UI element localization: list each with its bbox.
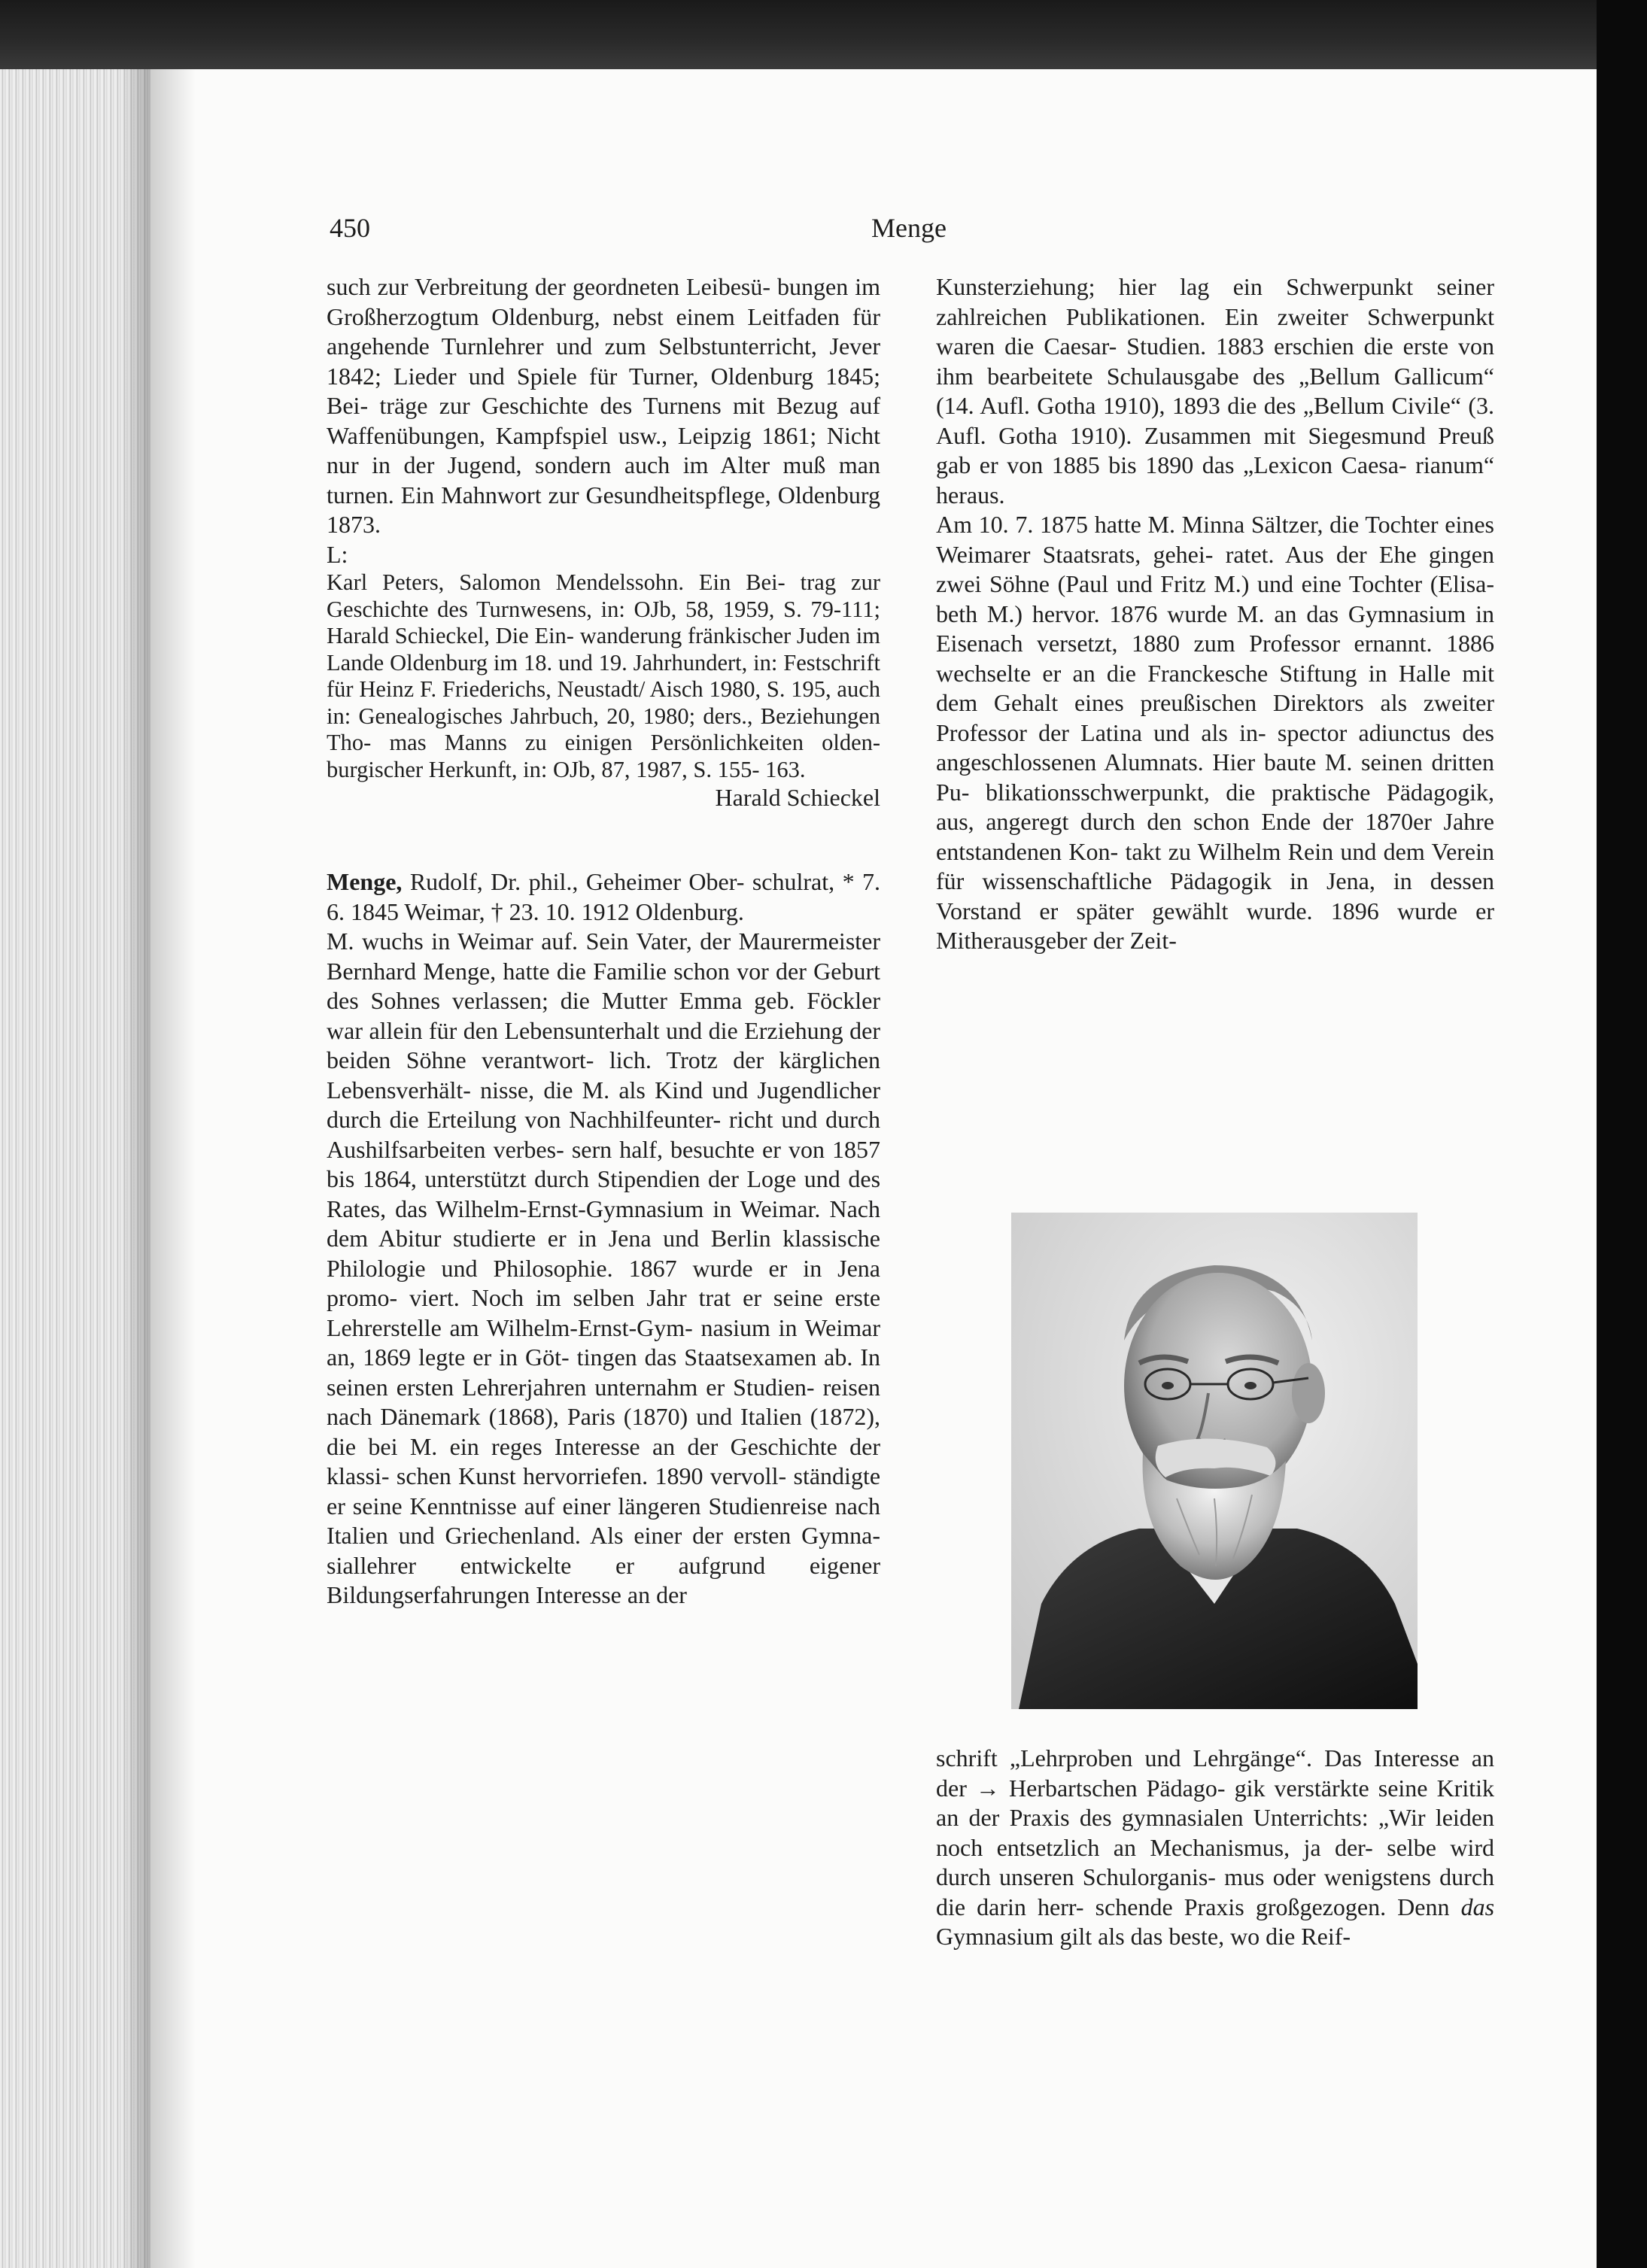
gutter-shadow <box>150 69 196 2268</box>
text-line: durch die Erteilung von Nachhilfeunter- <box>327 1106 722 1133</box>
text-line: des Rates, das Wilhelm-Ernst-Gymnasium <box>327 1165 881 1222</box>
text-line: viert. Noch im selben Jahr trat er seine <box>409 1284 823 1311</box>
text-line: tingen das Staatsexamen ab. In seinen <box>327 1343 881 1401</box>
text-line: rianum“ heraus. <box>936 451 1495 509</box>
text-line: Pädagogik, aus, angeregt durch den schon <box>936 778 1494 835</box>
text-line: Festschrift für Heinz F. Friederichs, Neustadt/ <box>327 649 880 702</box>
text-line: zum Professor ernannt. 1886 wechselte er <box>936 630 1495 687</box>
text-line: Gymnasium gilt als das beste, wo die Reif- <box>936 1923 1351 1950</box>
text-line: takt zu Wilhelm Rein und dem Verein für <box>936 837 1495 894</box>
text-line: (Paul und Fritz M.) und eine Tochter (Elisa- <box>1057 570 1495 597</box>
entry-separator <box>327 812 880 867</box>
text-line: Oldenburg. <box>635 897 744 925</box>
text-line: einem Leitfaden für angehende Turnlehrer <box>327 302 881 360</box>
left-column <box>327 272 880 1611</box>
text-line: Ende der 1870er Jahre entstandenen Kon- <box>936 808 1495 865</box>
text-line: Oldenburg im 18. und 19. Jahrhundert, in: <box>390 649 778 676</box>
text-line: nisse, die M. als Kind und Jugendlicher <box>480 1076 881 1104</box>
text-line: Gymnasium in Eisenach versetzt, 1880 <box>936 600 1495 657</box>
text-line: wanderung fränkischer Juden im Lande <box>327 623 880 676</box>
text-line: Jena und Berlin klassische Philologie und <box>327 1225 881 1282</box>
text-line: bungen im Großherzogtum Oldenburg, nebst <box>327 273 881 330</box>
text-line: Maurermeister Bernhard Menge, hatte die <box>327 928 881 985</box>
scanner-background <box>0 0 1647 69</box>
text-line: träge zur Geschichte des Turnens mit Bezug <box>379 392 838 419</box>
text-line: mus oder wenigstens durch die darin herr- <box>936 1863 1495 1920</box>
text-line: dem Gehalt eines preußischen Direktors <box>936 689 1364 716</box>
scanner-edge <box>1597 0 1647 2268</box>
text-line: siallehrer entwickelte er aufgrund eigener <box>327 1551 880 1579</box>
text-line: Griechenland. Als einer der ersten Gymna- <box>445 1522 881 1549</box>
text-line: unterstützt durch Stipendien der Loge und <box>424 1165 840 1192</box>
right-column-bottom <box>936 1744 1494 1952</box>
text-line: Bildungserfahrungen Interesse an der <box>327 1581 687 1608</box>
text-line: selbe wird durch unseren Schulorganis- <box>936 1833 1495 1890</box>
text-line: verlassen; die Mutter Emma geb. Föckler <box>451 987 881 1014</box>
text-line: erste Lehrerstelle am Wilhelm-Ernst-Gym- <box>327 1284 881 1341</box>
text-line: burgischer Herkunft, in: OJb, 87, 1987, S. 155- <box>327 756 760 782</box>
text-line: Erziehung der beiden Söhne verantwort- <box>327 1016 881 1073</box>
text-line: noch entsetzlich an Mechanismus, ja der- <box>936 1833 1373 1861</box>
text-line: dessen Vorstand er später gewählt wurde. <box>936 867 1495 925</box>
entry-heading <box>327 867 880 927</box>
text-line: nasium in Weimar an, 1869 legte er in Göt- <box>327 1313 881 1371</box>
entry-body <box>327 927 880 1611</box>
text-line: Jahrbuch, 20, 1980; ders., Beziehungen Tho- <box>327 703 880 755</box>
literature-list <box>327 569 880 783</box>
text-line: wissenschaftliche Pädagogik in Jena, in <box>982 867 1412 894</box>
text-line: such zur Verbreitung der geordneten Leibesü- <box>327 273 771 300</box>
text-line: im Alter muß man turnen. Ein Mahnwort zur <box>327 451 881 509</box>
literature-label: L: <box>327 540 348 568</box>
text-line: auf Waffenübungen, Kampfspiel usw., Leipzig <box>327 392 881 449</box>
text-line: blikationsschwerpunkt, die praktische <box>985 778 1371 806</box>
running-title: Menge <box>871 213 947 243</box>
text-line: Karl Peters, Salomon Mendelssohn. Ein Bei- <box>327 569 786 595</box>
text-line: des gymnasialen Unterrichts: „Wir leiden <box>1079 1804 1495 1831</box>
text-line: 1896 wurde er Mitherausgeber der Zeit- <box>936 897 1495 954</box>
text-line: reisen nach Dänemark (1868), Paris (1870) <box>327 1373 881 1430</box>
text-line: als zweiter Professor der Latina und als in- <box>936 689 1494 746</box>
italic-word: das <box>1460 1893 1495 1920</box>
text-line: Studien. 1883 erschien die erste von ihm <box>936 332 1495 390</box>
text-line: ersten Lehrerjahren unternahm er Studien- <box>396 1373 815 1401</box>
text-line: M. wuchs in Weimar auf. Sein Vater, der <box>327 928 731 955</box>
text-line: zweiter Schwerpunkt waren die Caesar- <box>936 302 1495 360</box>
text-line: richt und durch Aushilfsarbeiten verbes- <box>327 1106 881 1163</box>
text-line: Philosophie. 1867 wurde er in Jena promo- <box>327 1254 881 1311</box>
text-line: Gesundheitspflege, Oldenburg 1873. <box>327 481 881 538</box>
text-line: Zusammen mit Siegesmund Preuß gab er <box>936 421 1494 478</box>
portrait-illustration <box>1011 1213 1418 1709</box>
text-line: Am 10. 7. 1875 hatte M. Minna Sältzer, die <box>936 511 1360 538</box>
text-line: ratet. Aus der Ehe gingen zwei Söhne <box>936 540 1495 597</box>
entry-name: Menge, <box>327 868 403 895</box>
text-line: 1861; Nicht nur in der Jugend, sondern auch <box>327 421 880 478</box>
text-line: beth M.) hervor. 1876 wurde M. an das <box>936 600 1339 627</box>
text-line: mas Manns zu einigen Persönlichkeiten olden- <box>389 730 881 755</box>
text-line: des „Bellum Civile“ (3. Aufl. Gotha 1910). <box>936 392 1495 449</box>
text-line: schrift „Lehrproben und Lehrgänge“. Das <box>936 1744 1362 1772</box>
text-line: lich. Trotz der kärglichen Lebensverhält- <box>327 1046 880 1104</box>
text-line: gik verstärkte seine Kritik an der Praxis <box>936 1774 1495 1831</box>
text-line: von 1885 bis 1890 das „Lexicon Caesa- <box>1007 451 1407 478</box>
text-line: Tochter eines Weimarer Staatsrats, gehei- <box>936 511 1494 568</box>
text-line: trag zur Geschichte des Turnwesens, in: OJb, <box>327 569 880 622</box>
text-line: Familie schon vor der Geburt des Sohnes <box>327 957 880 1014</box>
text-line: ständigte er seine Kenntnisse auf einer <box>327 1462 881 1520</box>
right-column-top <box>936 272 1494 956</box>
text-line: und Spiele für Turner, Oldenburg 1845; Bei- <box>327 362 881 419</box>
text-line: und Italien (1872), die bei M. ein reges <box>327 1403 881 1460</box>
entry-body-paragraph <box>936 510 1494 956</box>
text-line: und zum Selbstunterricht, Jever 1842; Lieder <box>327 332 881 390</box>
text-line: sern half, besuchte er von 1857 bis 1864, <box>327 1135 881 1192</box>
text-line: seiner zahlreichen Publikationen. Ein <box>936 273 1495 330</box>
author-signature: Harald Schieckel <box>715 784 880 811</box>
text-line: längeren Studienreise nach Italien und <box>327 1492 881 1549</box>
text-line: Aisch 1980, S. 195, auch in: Genealogisches <box>327 676 880 729</box>
portrait-photo <box>1011 1213 1418 1709</box>
page-number: 450 <box>330 213 370 243</box>
text-line: an die Franckesche Stiftung in Halle mit <box>1072 659 1495 687</box>
text-line: schulrat, * 7. 6. 1845 Weimar, † 23. 10. 1912 <box>327 868 881 925</box>
page-stack-edge <box>0 69 150 2268</box>
text-line: 58, 1959, S. 79-111; Harald Schieckel, Die Ein- <box>327 596 880 648</box>
text-line: Interesse an der Geschichte der klassi- <box>327 1432 880 1489</box>
text-line: Alumnats. Hier baute M. seinen dritten Pu- <box>936 748 1495 806</box>
text-line: schen Kunst hervorriefen. 1890 vervoll- <box>396 1462 787 1489</box>
works-list <box>327 272 880 540</box>
entry-body-continued <box>936 272 1494 510</box>
text-line: Rudolf, Dr. phil., Geheimer Ober- <box>402 868 745 895</box>
text-line: bearbeitete Schulausgabe des „Bellum <box>987 362 1381 390</box>
text-line: 163. <box>765 756 806 782</box>
entry-body-continued-2 <box>936 1744 1494 1952</box>
text-line: Kunsterziehung; hier lag ein Schwerpunkt <box>936 273 1414 300</box>
text-line: Gallicum“ (14. Aufl. Gotha 1910), 1893 die <box>936 362 1494 419</box>
text-line: schende Praxis großgezogen. Denn <box>1095 1893 1461 1920</box>
text-line: in Weimar. Nach dem Abitur studierte er in <box>327 1195 881 1252</box>
text-line: war allein für den Lebensunterhalt und die <box>327 1016 738 1044</box>
text-line: Interesse an der → Herbartschen Pädago- <box>936 1744 1494 1802</box>
text-line: spector adiunctus des angeschlossenen <box>936 718 1495 776</box>
